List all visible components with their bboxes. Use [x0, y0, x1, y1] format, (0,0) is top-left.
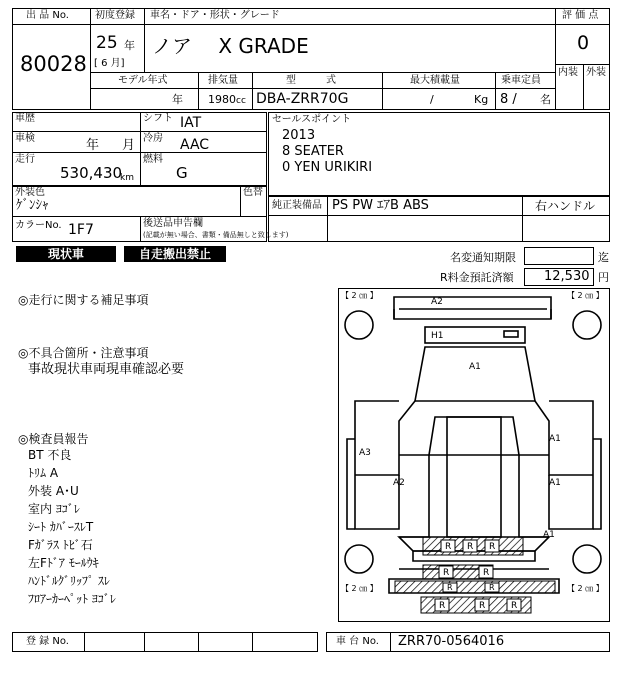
defect-text: 事故現状車両現車確認必要 — [28, 362, 185, 377]
corner-label-br: 【 2 ㎝ 】 — [567, 584, 604, 593]
exterior-label: 外装 — [586, 67, 606, 78]
defect-title: ◎不具合箇所・注意事項 — [18, 346, 149, 360]
model-year-label: モデル年式 — [118, 75, 168, 86]
mark-r: R — [445, 542, 452, 552]
equip-value: PS PW ｴｱB ABS — [332, 198, 429, 213]
car-name: ノア X GRADE — [152, 34, 309, 58]
mark-a1-hood: A1 — [469, 362, 481, 372]
max-load-label: 最大積載量 — [410, 75, 460, 86]
type-value: DBA-ZRR70G — [256, 91, 349, 107]
recycle-label: R料金預託済額 — [440, 271, 514, 284]
inspector-line: BT 不良 — [28, 448, 72, 462]
handle-value: 右ハンドル — [535, 199, 596, 213]
registration-label: 登 録 No. — [26, 636, 69, 647]
car-outline-svg — [339, 289, 609, 621]
mark-r: R — [447, 583, 453, 592]
no-self-drive-badge: 自走搬出禁止 — [124, 246, 226, 262]
fuel-value: G — [176, 164, 188, 182]
shift-label: シフト — [143, 113, 173, 124]
recycle-value: 12,530 — [544, 269, 590, 284]
current-vehicle-badge: 現状車 — [16, 246, 116, 262]
first-reg-label: 初度登録 — [95, 10, 135, 21]
mark-r: R — [467, 542, 474, 552]
tire-front-right — [573, 311, 601, 339]
capacity-value: 8 / — [500, 92, 517, 107]
displacement-unit: cc — [236, 96, 246, 106]
inspector-line: 室内 ﾖｺﾞﾚ — [28, 502, 80, 516]
front-bumper — [394, 297, 551, 319]
mark-r: R — [489, 542, 496, 552]
equip-label: 純正装備品 — [272, 200, 322, 211]
model-year-unit: 年 — [172, 93, 183, 106]
displacement-value: 1980 — [208, 93, 236, 106]
mark-a1-right-3: A1 — [543, 530, 555, 540]
tire-front-left — [345, 311, 373, 339]
inspector-line: Fｶﾞﾗｽ ﾄﾋﾞ石 — [28, 538, 93, 552]
inspector-title: ◎検査員報告 — [18, 432, 89, 446]
mark-r: R — [479, 601, 486, 611]
roof — [447, 417, 501, 537]
capacity-label: 乗車定員 — [501, 75, 541, 86]
ext-color-label: 外装色 — [15, 187, 45, 198]
windshield — [429, 417, 519, 455]
equip-blank — [268, 216, 610, 242]
mark-r: R — [443, 568, 450, 578]
max-load-value: / — [430, 93, 434, 106]
notice-value-box — [524, 247, 594, 265]
inspection-year: 年 — [86, 138, 100, 153]
ac-value: AAC — [180, 137, 210, 153]
type-label: 型 式 — [286, 75, 336, 86]
car-info-label: 車名・ドア・形状・グレード — [150, 10, 280, 21]
reg-year: 25 — [96, 33, 118, 53]
inspector-line: ﾌﾛｱｰｶｰﾍﾟｯﾄ ﾖｺﾞﾚ — [28, 592, 116, 606]
lot-label: 出 品 No. — [26, 10, 69, 21]
recycle-unit: 円 — [598, 271, 609, 284]
corner-label-bl: 【 2 ㎝ 】 — [341, 584, 378, 593]
sales-line-2: 8 SEATER — [282, 144, 344, 159]
inspector-line: ﾊﾝﾄﾞﾙｸﾞﾘｯﾌﾟ ｽﾚ — [28, 574, 110, 588]
sales-point-label: セールスポイント — [272, 114, 352, 125]
driving-remarks-title: ◎走行に関する補足事項 — [18, 293, 149, 307]
inspector-line: 左Fﾄﾞｱ ﾓｰﾙｳｷ — [28, 556, 99, 570]
fuel-label: 燃料 — [143, 154, 163, 165]
inspector-line: 外装 A･U — [28, 484, 79, 498]
sales-line-3: 0 YEN URIKIRI — [282, 160, 373, 175]
mileage-label: 走行 — [15, 154, 35, 165]
lot-number: 80028 — [20, 52, 87, 76]
rating-value: 0 — [577, 32, 590, 54]
inspector-line: ｼｰﾄ ｶﾊﾞｰｽﾚT — [28, 520, 94, 534]
mark-a2-left: A2 — [393, 478, 405, 488]
reg-month: [ 6 月] — [94, 58, 125, 69]
color-no-label: カラーNo. — [15, 220, 62, 231]
inspection-month: 月 — [122, 138, 136, 153]
rating-label: 評 価 点 — [562, 10, 599, 21]
ext-color-value: ｹﾞﾝｼｬ — [16, 198, 49, 213]
sales-line-1: 2013 — [282, 128, 316, 143]
displacement-label: 排気量 — [208, 75, 238, 86]
mileage-value: 530,430 — [60, 164, 123, 182]
mark-a1-right-1: A1 — [549, 434, 561, 444]
mark-r: R — [511, 601, 518, 611]
mark-a2-bumper: A2 — [431, 297, 443, 307]
left-front-fender — [355, 401, 399, 475]
max-load-unit: Kg — [474, 93, 489, 106]
hood — [415, 347, 535, 401]
interior-label: 内装 — [558, 67, 578, 78]
aftermarket-note: (記載が無い場合、書類・備品無しと致します) — [143, 231, 289, 239]
mark-r: R — [489, 583, 495, 592]
ac-label: 冷房 — [143, 133, 163, 144]
car-diagram — [338, 288, 610, 622]
recolor-label: 色替 — [243, 187, 263, 198]
tire-rear-left — [345, 545, 373, 573]
mark-r: R — [483, 568, 490, 578]
mileage-unit: km — [120, 173, 134, 183]
mark-a3-left: A3 — [359, 448, 371, 458]
tire-rear-right — [573, 545, 601, 573]
notice-unit: 迄 — [598, 251, 609, 264]
mark-a1-right-2: A1 — [549, 478, 561, 488]
inspection-label: 車検 — [15, 133, 35, 144]
inspector-line: ﾄﾘﾑ A — [28, 466, 59, 480]
aftermarket-label: 後送品申告欄 — [143, 218, 203, 229]
reg-year-unit: 年 — [124, 39, 135, 52]
chassis-value: ZRR70-0564016 — [398, 634, 505, 649]
color-no-value: 1F7 — [68, 222, 94, 238]
mark-h1-grille: H1 — [431, 331, 444, 341]
notice-label: 名変通知期限 — [450, 251, 516, 264]
corner-label-tr: 【 2 ㎝ 】 — [567, 291, 604, 300]
shift-value: IAT — [180, 115, 202, 131]
hatched-zone-3 — [395, 581, 555, 593]
corner-label-tl: 【 2 ㎝ 】 — [341, 291, 378, 300]
mark-r: R — [439, 601, 446, 611]
capacity-unit: 名 — [540, 93, 551, 106]
history-label: 車歴 — [15, 113, 35, 124]
chassis-label: 車 台 No. — [336, 636, 379, 647]
